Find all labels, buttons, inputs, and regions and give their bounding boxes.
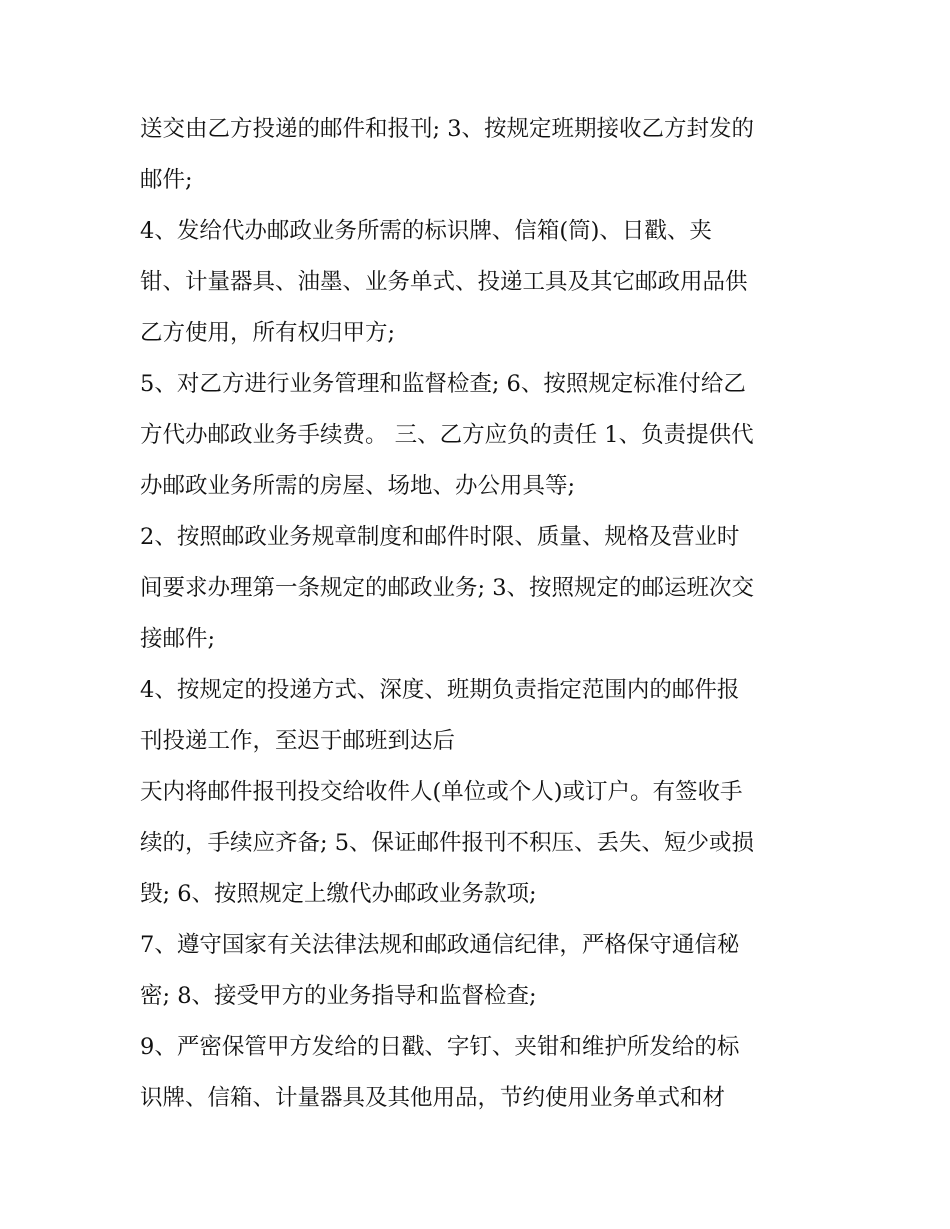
text-line: 识牌、信箱、计量器具及其他用品，节约使用业务单式和材 xyxy=(140,1085,726,1111)
text-line: 9、严密保管甲方发给的日戳、字钉、夹钳和维护所发给的标 xyxy=(140,1034,740,1060)
text-line: 钳、计量器具、油墨、业务单式、投递工具及其它邮政用品供 xyxy=(140,269,748,295)
text-line: 7、遵守国家有关法律法规和邮政通信纪律，严格保守通信秘 xyxy=(140,932,740,958)
text-line: 5、对乙方进行业务管理和监督检查; 6、按照规定标准付给乙 xyxy=(140,371,746,397)
text-line: 间要求办理第一条规定的邮政业务; 3、按照规定的邮运班次交 xyxy=(140,575,755,601)
text-line: 送交由乙方投递的邮件和报刊; 3、按规定班期接收乙方封发的 xyxy=(140,116,755,142)
text-line: 天内将邮件报刊投交给收件人(单位或个人)或订户。有签收手 xyxy=(140,779,743,805)
text-line: 毁; 6、按照规定上缴代办邮政业务款项; xyxy=(140,881,537,907)
text-line: 刊投递工作，至迟于邮班到达后 xyxy=(140,728,456,754)
text-line: 办邮政业务所需的房屋、场地、办公用具等; xyxy=(140,473,576,499)
text-line: 邮件; xyxy=(140,167,193,193)
text-line: 续的，手续应齐备; 5、保证邮件报刊不积压、丢失、短少或损 xyxy=(140,830,755,856)
text-line: 接邮件; xyxy=(140,626,216,652)
text-line: 4、按规定的投递方式、深度、班期负责指定范围内的邮件报 xyxy=(140,677,740,703)
text-line: 乙方使用，所有权归甲方; xyxy=(140,320,396,346)
text-line: 2、按照邮政业务规章制度和邮件时限、质量、规格及营业时 xyxy=(140,524,740,550)
document-body xyxy=(140,104,830,1124)
text-line: 密; 8、接受甲方的业务指导和监督检查; xyxy=(140,983,537,1009)
text-line: 4、发给代办邮政业务所需的标识牌、信箱(筒)、日戳、夹 xyxy=(140,218,712,244)
text-line: 方代办邮政业务手续费。 三、乙方应负的责任 1、负责提供代 xyxy=(140,422,754,448)
